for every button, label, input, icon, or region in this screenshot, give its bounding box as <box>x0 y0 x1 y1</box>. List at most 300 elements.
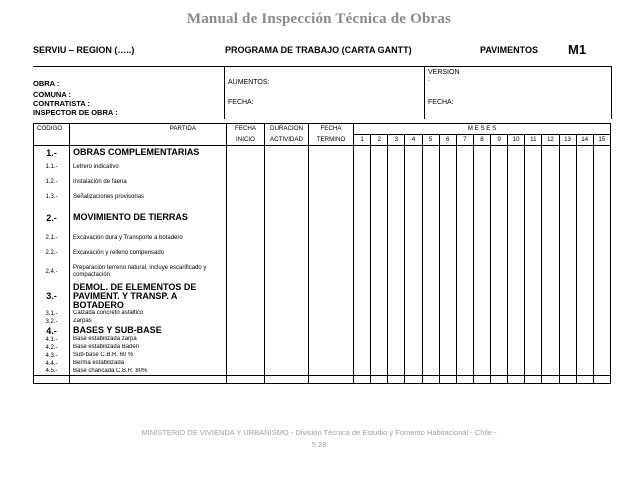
gantt-cell <box>473 160 490 175</box>
gantt-cell <box>525 160 542 175</box>
gantt-cell <box>422 352 439 360</box>
gantt-cell <box>559 231 576 246</box>
gantt-cell <box>542 376 559 384</box>
gantt-cell <box>456 175 473 190</box>
gantt-cell <box>309 310 354 318</box>
gantt-cell <box>593 160 610 175</box>
gantt-cell <box>576 326 593 336</box>
gantt-cell <box>473 190 490 205</box>
gantt-cell <box>491 146 508 160</box>
gantt-cell <box>309 190 354 205</box>
month-header: 9 <box>491 135 508 146</box>
gantt-cell <box>439 336 456 344</box>
info-contratista: CONTRATISTA : <box>33 99 90 108</box>
gantt-cell <box>593 175 610 190</box>
gantt-cell <box>508 336 525 344</box>
gantt-cell <box>388 146 405 160</box>
gantt-cell <box>422 336 439 344</box>
gantt-cell <box>265 344 309 352</box>
gantt-cell <box>508 368 525 376</box>
gantt-cell <box>559 283 576 310</box>
gantt-cell <box>34 376 70 384</box>
row-code: 4.2.- <box>34 344 70 352</box>
gantt-cell <box>576 190 593 205</box>
row-code: 3.- <box>34 283 70 310</box>
gantt-cell <box>422 368 439 376</box>
gantt-cell <box>422 175 439 190</box>
gantt-cell <box>265 318 309 326</box>
row-partida: Instalación de faena <box>70 175 227 190</box>
gantt-cell <box>576 318 593 326</box>
month-header: 13 <box>559 135 576 146</box>
gantt-cell <box>542 261 559 283</box>
table-row <box>34 336 611 344</box>
month-header: 2 <box>371 135 388 146</box>
month-header: 3 <box>388 135 405 146</box>
gantt-cell <box>227 246 265 261</box>
gantt-cell <box>576 336 593 344</box>
gantt-cell <box>227 336 265 344</box>
row-partida: Base chancada C.B.R. 80% <box>70 368 227 376</box>
gantt-cell <box>559 146 576 160</box>
gantt-cell <box>405 360 422 368</box>
gantt-cell <box>388 376 405 384</box>
row-code: 1.1.- <box>34 160 70 175</box>
gantt-cell <box>593 360 610 368</box>
gantt-cell <box>456 261 473 283</box>
gantt-cell <box>265 261 309 283</box>
month-header: 7 <box>456 135 473 146</box>
gantt-cell <box>309 344 354 352</box>
gantt-cell <box>576 376 593 384</box>
gantt-cell <box>227 318 265 326</box>
gantt-cell <box>265 146 309 160</box>
gantt-cell <box>354 310 371 318</box>
gantt-cell <box>542 360 559 368</box>
gantt-cell <box>525 368 542 376</box>
gantt-cell <box>473 310 490 318</box>
gantt-cell <box>422 261 439 283</box>
gantt-cell <box>388 190 405 205</box>
section-row <box>34 146 611 160</box>
info-version-value: : <box>428 76 430 83</box>
gantt-table <box>33 123 611 384</box>
gantt-cell <box>473 360 490 368</box>
row-partida: MOVIMIENTO DE TIERRAS <box>70 205 227 231</box>
gantt-cell <box>456 146 473 160</box>
gantt-cell <box>456 318 473 326</box>
gantt-cell <box>354 175 371 190</box>
gantt-cell <box>491 318 508 326</box>
info-fecha-aumentos: FECHA: <box>228 99 254 106</box>
gantt-cell <box>422 146 439 160</box>
gantt-cell <box>576 205 593 231</box>
gantt-cell <box>388 336 405 344</box>
gantt-cell <box>491 360 508 368</box>
gantt-cell <box>388 310 405 318</box>
gantt-cell <box>508 231 525 246</box>
gantt-cell <box>508 205 525 231</box>
col-fecha-termino-sub: TERMINO <box>309 135 354 146</box>
gantt-cell <box>388 360 405 368</box>
info-comuna: COMUNA : <box>33 90 72 99</box>
gantt-cell <box>456 231 473 246</box>
gantt-cell <box>456 368 473 376</box>
gantt-cell <box>354 205 371 231</box>
gantt-cell <box>473 352 490 360</box>
header-region: SERVIU – REGION (…..) <box>33 45 135 55</box>
gantt-cell <box>227 360 265 368</box>
table-row <box>34 310 611 318</box>
gantt-cell <box>354 246 371 261</box>
gantt-cell <box>422 283 439 310</box>
gantt-cell <box>593 336 610 344</box>
gantt-cell <box>559 160 576 175</box>
gantt-cell <box>405 160 422 175</box>
gantt-cell <box>309 261 354 283</box>
gantt-cell <box>508 326 525 336</box>
gantt-cell <box>542 310 559 318</box>
gantt-cell <box>265 368 309 376</box>
document-title: Manual de Inspección Técnica de Obras <box>186 11 452 27</box>
gantt-cell <box>473 231 490 246</box>
row-partida: Base estabilizada zarpa <box>70 336 227 344</box>
gantt-cell <box>227 175 265 190</box>
gantt-cell <box>439 310 456 318</box>
gantt-cell <box>265 360 309 368</box>
gantt-cell <box>456 283 473 310</box>
gantt-cell <box>559 246 576 261</box>
gantt-cell <box>265 160 309 175</box>
gantt-cell <box>354 376 371 384</box>
gantt-cell <box>525 336 542 344</box>
gantt-cell <box>388 246 405 261</box>
gantt-cell <box>371 326 388 336</box>
gantt-cell <box>439 376 456 384</box>
row-code: 3.2.- <box>34 318 70 326</box>
gantt-cell <box>593 376 610 384</box>
gantt-cell <box>525 326 542 336</box>
table-row <box>34 318 611 326</box>
gantt-cell <box>508 344 525 352</box>
gantt-cell <box>422 344 439 352</box>
info-fecha-version: FECHA: <box>428 99 454 106</box>
gantt-cell <box>593 190 610 205</box>
gantt-cell <box>491 376 508 384</box>
gantt-cell <box>309 326 354 336</box>
gantt-cell <box>371 175 388 190</box>
gantt-cell <box>473 336 490 344</box>
table-row <box>34 352 611 360</box>
row-partida: BASES Y SUB-BASE <box>70 326 227 336</box>
gantt-cell <box>593 231 610 246</box>
gantt-cell <box>354 261 371 283</box>
info-inspector: INSPECTOR DE OBRA : <box>33 108 118 117</box>
gantt-cell <box>456 336 473 344</box>
section-row <box>34 205 611 231</box>
gantt-cell <box>456 326 473 336</box>
gantt-cell <box>559 352 576 360</box>
gantt-cell <box>422 376 439 384</box>
gantt-cell <box>422 160 439 175</box>
gantt-cell <box>593 310 610 318</box>
gantt-cell <box>576 368 593 376</box>
gantt-cell <box>456 310 473 318</box>
col-fecha-termino: FECHA <box>309 124 354 135</box>
gantt-cell <box>405 344 422 352</box>
gantt-cell <box>456 190 473 205</box>
gantt-cell <box>542 368 559 376</box>
gantt-cell <box>439 360 456 368</box>
gantt-cell <box>593 246 610 261</box>
gantt-cell <box>354 318 371 326</box>
col-codigo: CODIGO <box>34 124 70 135</box>
gantt-cell <box>371 310 388 318</box>
gantt-cell <box>542 231 559 246</box>
gantt-cell <box>559 326 576 336</box>
gantt-cell <box>371 246 388 261</box>
gantt-cell <box>525 231 542 246</box>
gantt-cell <box>593 205 610 231</box>
gantt-cell <box>439 368 456 376</box>
table-row <box>34 261 611 283</box>
gantt-cell <box>456 344 473 352</box>
month-header: 4 <box>405 135 422 146</box>
col-fecha-inicio: FECHA <box>227 124 265 135</box>
table-row <box>34 175 611 190</box>
gantt-cell <box>405 231 422 246</box>
gantt-cell <box>508 318 525 326</box>
gantt-cell <box>371 318 388 326</box>
page-number: 5.28 <box>311 440 327 449</box>
gantt-cell <box>439 231 456 246</box>
gantt-cell <box>439 326 456 336</box>
gantt-cell <box>576 146 593 160</box>
row-partida: Berma estabilizada <box>70 360 227 368</box>
row-partida: Letrero indicativo <box>70 160 227 175</box>
table-row <box>34 344 611 352</box>
info-divider <box>424 66 425 119</box>
gantt-cell <box>309 352 354 360</box>
gantt-cell <box>405 352 422 360</box>
gantt-cell <box>559 368 576 376</box>
row-code: 1.- <box>34 146 70 160</box>
gantt-cell <box>371 336 388 344</box>
table-row <box>34 190 611 205</box>
gantt-cell <box>422 310 439 318</box>
gantt-cell <box>309 246 354 261</box>
gantt-cell <box>227 146 265 160</box>
gantt-cell <box>309 160 354 175</box>
gantt-cell <box>525 318 542 326</box>
gantt-cell <box>576 310 593 318</box>
gantt-cell <box>309 318 354 326</box>
gantt-cell <box>354 160 371 175</box>
month-header: 15 <box>593 135 610 146</box>
gantt-cell <box>491 231 508 246</box>
gantt-cell <box>508 283 525 310</box>
col-partida: PARTIDA <box>70 124 227 135</box>
gantt-cell <box>388 175 405 190</box>
gantt-cell <box>309 376 354 384</box>
row-partida: Excavación dura y Transporte a botadero <box>70 231 227 246</box>
table-row <box>34 368 611 376</box>
gantt-cell <box>227 326 265 336</box>
info-version: VERSION <box>428 69 460 76</box>
gantt-cell <box>227 352 265 360</box>
info-divider <box>611 66 612 119</box>
gantt-cell <box>227 261 265 283</box>
gantt-cell <box>525 360 542 368</box>
header-category: PAVIMENTOS <box>480 45 539 55</box>
gantt-cell <box>265 352 309 360</box>
table-row <box>34 360 611 368</box>
gantt-cell <box>576 352 593 360</box>
gantt-cell <box>371 146 388 160</box>
gantt-cell <box>354 283 371 310</box>
row-partida: Sub-base C.B.R. 60 % <box>70 352 227 360</box>
row-code: 4.1.- <box>34 336 70 344</box>
gantt-cell <box>227 310 265 318</box>
gantt-cell <box>405 376 422 384</box>
gantt-cell <box>473 246 490 261</box>
gantt-cell <box>593 261 610 283</box>
gantt-cell <box>439 352 456 360</box>
gantt-cell <box>405 205 422 231</box>
col-duracion: DURACION <box>265 124 309 135</box>
gantt-cell <box>593 344 610 352</box>
row-partida: OBRAS COMPLEMENTARIAS <box>70 146 227 160</box>
gantt-cell <box>70 376 227 384</box>
gantt-cell <box>576 360 593 368</box>
gantt-cell <box>422 360 439 368</box>
gantt-cell <box>405 310 422 318</box>
gantt-cell <box>473 175 490 190</box>
row-partida: Preparación terreno natural, incluye escarificado y compactación <box>70 261 227 283</box>
gantt-cell <box>388 283 405 310</box>
gantt-cell <box>473 261 490 283</box>
gantt-cell <box>405 175 422 190</box>
gantt-cell <box>508 352 525 360</box>
gantt-cell <box>525 246 542 261</box>
gantt-cell <box>439 246 456 261</box>
gantt-cell <box>354 368 371 376</box>
gantt-cell <box>456 160 473 175</box>
gantt-cell <box>491 344 508 352</box>
gantt-cell <box>354 352 371 360</box>
info-divider <box>224 66 225 119</box>
gantt-cell <box>473 318 490 326</box>
gantt-cell <box>371 190 388 205</box>
header-code: M1 <box>568 42 587 57</box>
gantt-cell <box>456 246 473 261</box>
gantt-cell <box>265 175 309 190</box>
gantt-cell <box>525 344 542 352</box>
gantt-cell <box>473 205 490 231</box>
gantt-cell <box>265 205 309 231</box>
gantt-cell <box>491 352 508 360</box>
row-partida: Base estabilizada Baden <box>70 344 227 352</box>
month-header: 1 <box>354 135 371 146</box>
gantt-cell <box>388 160 405 175</box>
gantt-cell <box>576 344 593 352</box>
gantt-cell <box>525 310 542 318</box>
gantt-cell <box>371 160 388 175</box>
gantt-cell <box>576 246 593 261</box>
row-partida: Señalizaciones provisorias <box>70 190 227 205</box>
gantt-cell <box>559 205 576 231</box>
table-row <box>34 160 611 175</box>
row-code: 3.1.- <box>34 310 70 318</box>
gantt-cell <box>371 205 388 231</box>
gantt-cell <box>473 344 490 352</box>
gantt-cell <box>559 360 576 368</box>
gantt-cell <box>405 146 422 160</box>
gantt-cell <box>508 175 525 190</box>
gantt-cell <box>559 261 576 283</box>
gantt-cell <box>542 344 559 352</box>
gantt-cell <box>371 344 388 352</box>
gantt-cell <box>354 190 371 205</box>
gantt-cell <box>388 231 405 246</box>
row-code: 4.4.- <box>34 360 70 368</box>
gantt-cell <box>422 190 439 205</box>
gantt-cell <box>473 376 490 384</box>
gantt-cell <box>227 205 265 231</box>
gantt-cell <box>508 310 525 318</box>
table-row <box>34 231 611 246</box>
row-code: 1.3.- <box>34 190 70 205</box>
row-code: 2.2.- <box>34 246 70 261</box>
gantt-cell <box>265 283 309 310</box>
gantt-cell <box>227 376 265 384</box>
gantt-cell <box>388 344 405 352</box>
gantt-cell <box>491 326 508 336</box>
gantt-cell <box>491 283 508 310</box>
gantt-cell <box>309 336 354 344</box>
gantt-cell <box>508 246 525 261</box>
gantt-cell <box>491 336 508 344</box>
gantt-cell <box>309 146 354 160</box>
gantt-cell <box>354 326 371 336</box>
gantt-cell <box>576 261 593 283</box>
row-code: 1.2.- <box>34 175 70 190</box>
gantt-cell <box>542 318 559 326</box>
gantt-cell <box>508 160 525 175</box>
gantt-cell <box>593 146 610 160</box>
gantt-cell <box>456 352 473 360</box>
gantt-cell <box>422 205 439 231</box>
gantt-cell <box>491 160 508 175</box>
row-code: 4.5.- <box>34 368 70 376</box>
gantt-cell <box>593 368 610 376</box>
gantt-cell <box>508 360 525 368</box>
gantt-cell <box>388 318 405 326</box>
month-header: 6 <box>439 135 456 146</box>
gantt-cell <box>309 360 354 368</box>
gantt-cell <box>354 344 371 352</box>
gantt-cell <box>491 190 508 205</box>
gantt-cell <box>491 205 508 231</box>
gantt-cell <box>309 368 354 376</box>
gantt-cell <box>491 310 508 318</box>
gantt-cell <box>265 376 309 384</box>
section-row <box>34 283 611 310</box>
gantt-cell <box>405 261 422 283</box>
gantt-cell <box>265 310 309 318</box>
gantt-cell <box>542 160 559 175</box>
gantt-cell <box>388 368 405 376</box>
